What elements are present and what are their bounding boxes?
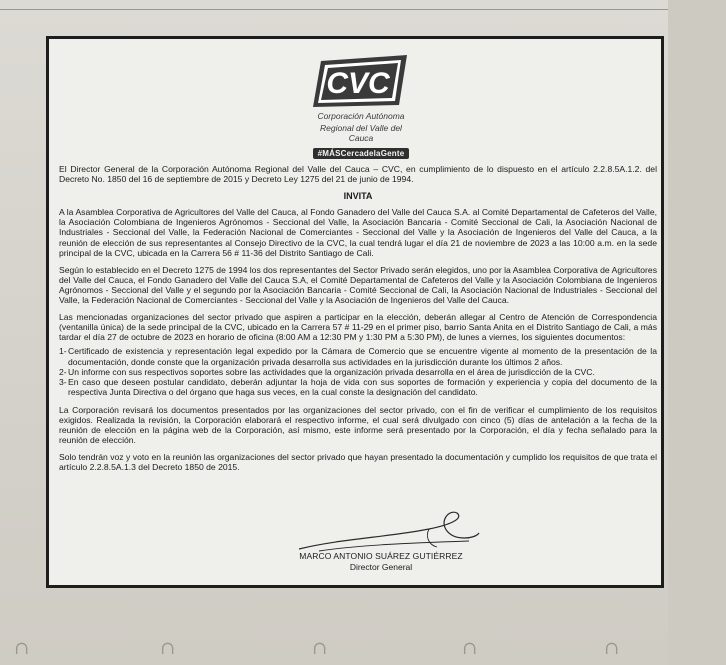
requirement-item (59, 367, 657, 377)
cvc-logo-mark (311, 53, 411, 109)
voting-paragraph: Solo tendrán voz y voto en la reunión las organizaciones del sector privado que hayan presentado la documentación y cumplido los requisitos de que trata el artículo 2.2.8.5A.1.3 del Decreto 1850 de 2015. (59, 452, 657, 473)
review-paragraph: La Corporación revisará los documentos presentados por las organizaciones del sector privado, con el fin de verificar el cumplimiento de los requisitos exigidos. Realizada la revisión, la Corporación elaborará el respectivo informe, el cual será divulgado con cinco (5) días de antelación a la fecha de la reunión de elección en la página web de la Corporación, así mismo, este informe será presentado por la Corporación, el día y fecha señalado para la reunión de elección. (59, 404, 657, 446)
requirements-list (59, 346, 657, 396)
requirement-number: 3- (59, 376, 67, 387)
election-paragraph: Según lo establecido en el Decreto 1275 de 1994 los dos representantes del Sector Privado serán elegidos, uno por la Asamblea Corporativa de Agricultores del Valle del Cauca, el Fondo Ganadero del Valle del Cauca S.A, el Comité Departamental de Cafeteros del Valle y la Asociación Colombiana de Ingenieros Agrónomos - Seccional del Valle y el segundo por la Asociación Bancaria - Comité Seccional de Cali, la Asociación Nacional de Industriales - Seccional del Valle, la Federación Nacional de Comerciantes - Seccional del Valle y la Asociación de Ingenieros del Valle del Cauca. (59, 264, 657, 306)
binding-mark-icon: ∩ (462, 638, 478, 659)
logo-subtitle-2: Regional del Valle del Cauca (320, 123, 402, 143)
cvc-logo (307, 53, 415, 158)
notice-box (46, 36, 664, 588)
requirement-number: 2- (59, 366, 67, 377)
requirement-text: Un informe con sus respectivos soportes sobre las actividades que la organización privada desarrolla en el área de jurisdicción de la CVC. (68, 366, 595, 377)
binding-mark-icon: ∩ (312, 638, 328, 659)
adjacent-page-strip (668, 0, 726, 665)
invitation-paragraph: A la Asamblea Corporativa de Agricultores del Valle del Cauca, al Fondo Ganadero del Valle del Cauca S.A. al Comité Departamental de Cafeteros del Valle, la Asociación Colombiana de Ingenieros Agrónomos - Seccional del Valle, la Asociación Bancaria - Comité Seccional de Cali, la Asociación Nacional de Industriales - Seccional del Valle, la Federación Nacional de Comerciantes - Seccional del Valle y la Asociación de Ingenieros del Valle del Cauca, a la reunión de elección de sus representantes al Consejo Directivo de la CVC, la cual tendrá lugar el día 21 de noviembre de 2023 a las 10:00 a.m. en la sede principal de la CVC, ubicada en la Carrera 56 # 11-36 del Distrito Santiago de Cali. (59, 207, 657, 258)
page-top-rule (0, 9, 726, 10)
binding-mark-icon: ∩ (604, 638, 620, 659)
binding-mark-icon: ∩ (14, 638, 30, 659)
binding-mark-icon: ∩ (160, 638, 176, 659)
requirement-number: 1- (59, 346, 67, 357)
notice-heading: INVITA (343, 191, 373, 202)
signatory-role: Director General (349, 562, 413, 572)
logo-subtitle-1: Corporación Autónoma (317, 111, 405, 121)
requirement-text: Certificado de existencia y representación legal expedido por la Cámara de Comercio que se encuentre vigente al momento de la presentación de la documentación, donde conste que la organización privada desarrolla sus actividades en la jurisdicción durante los últimos 2 años. (68, 346, 657, 367)
signatory-name: MARCO ANTONIO SUÁREZ GUTIÉRREZ (299, 551, 463, 561)
requirement-item (59, 377, 657, 397)
logo-hashtag: #MÁSCercadelaGente (313, 148, 410, 159)
handwritten-signature (279, 509, 489, 557)
notice-body (59, 164, 657, 479)
intro-paragraph: El Director General de la Corporación Autónoma Regional del Valle del Cauca – CVC, en cumplimiento de lo dispuesto en el artículo 2.2.8.5A.1.2. del Decreto No. 1850 del 16 de septiembre de 2015 y Decreto Ley 1275 del 21 de junio de 1994. (59, 164, 657, 185)
requirement-item (59, 346, 657, 366)
requirement-text: En caso que deseen postular candidato, deberán adjuntar la hoja de vida con sus soportes de formación y experiencia y copia del documento de la respectiva Junta Directiva o del órgano que haga sus veces, en la cual conste la designación del candidato. (68, 376, 657, 397)
logo-brand-text: CVC (326, 67, 390, 100)
signature-block (279, 509, 489, 579)
documents-paragraph: Las mencionadas organizaciones del sector privado que aspiren a participar en la elección, deberán allegar al Centro de Atención de Correspondencia (ventanilla única) de la sede principal de la CVC, ubicado en la Carrera 57 # 11-29 en el primer piso, barrio Santa Anita en el Distrito Santiago de Cali, a más tardar el día 27 de octubre de 2023 en horario de oficina (8:00 AM a 12:30 PM y 1:30 PM a 5:30 PM), de lunes a viernes, los siguientes documentos: (59, 312, 657, 343)
